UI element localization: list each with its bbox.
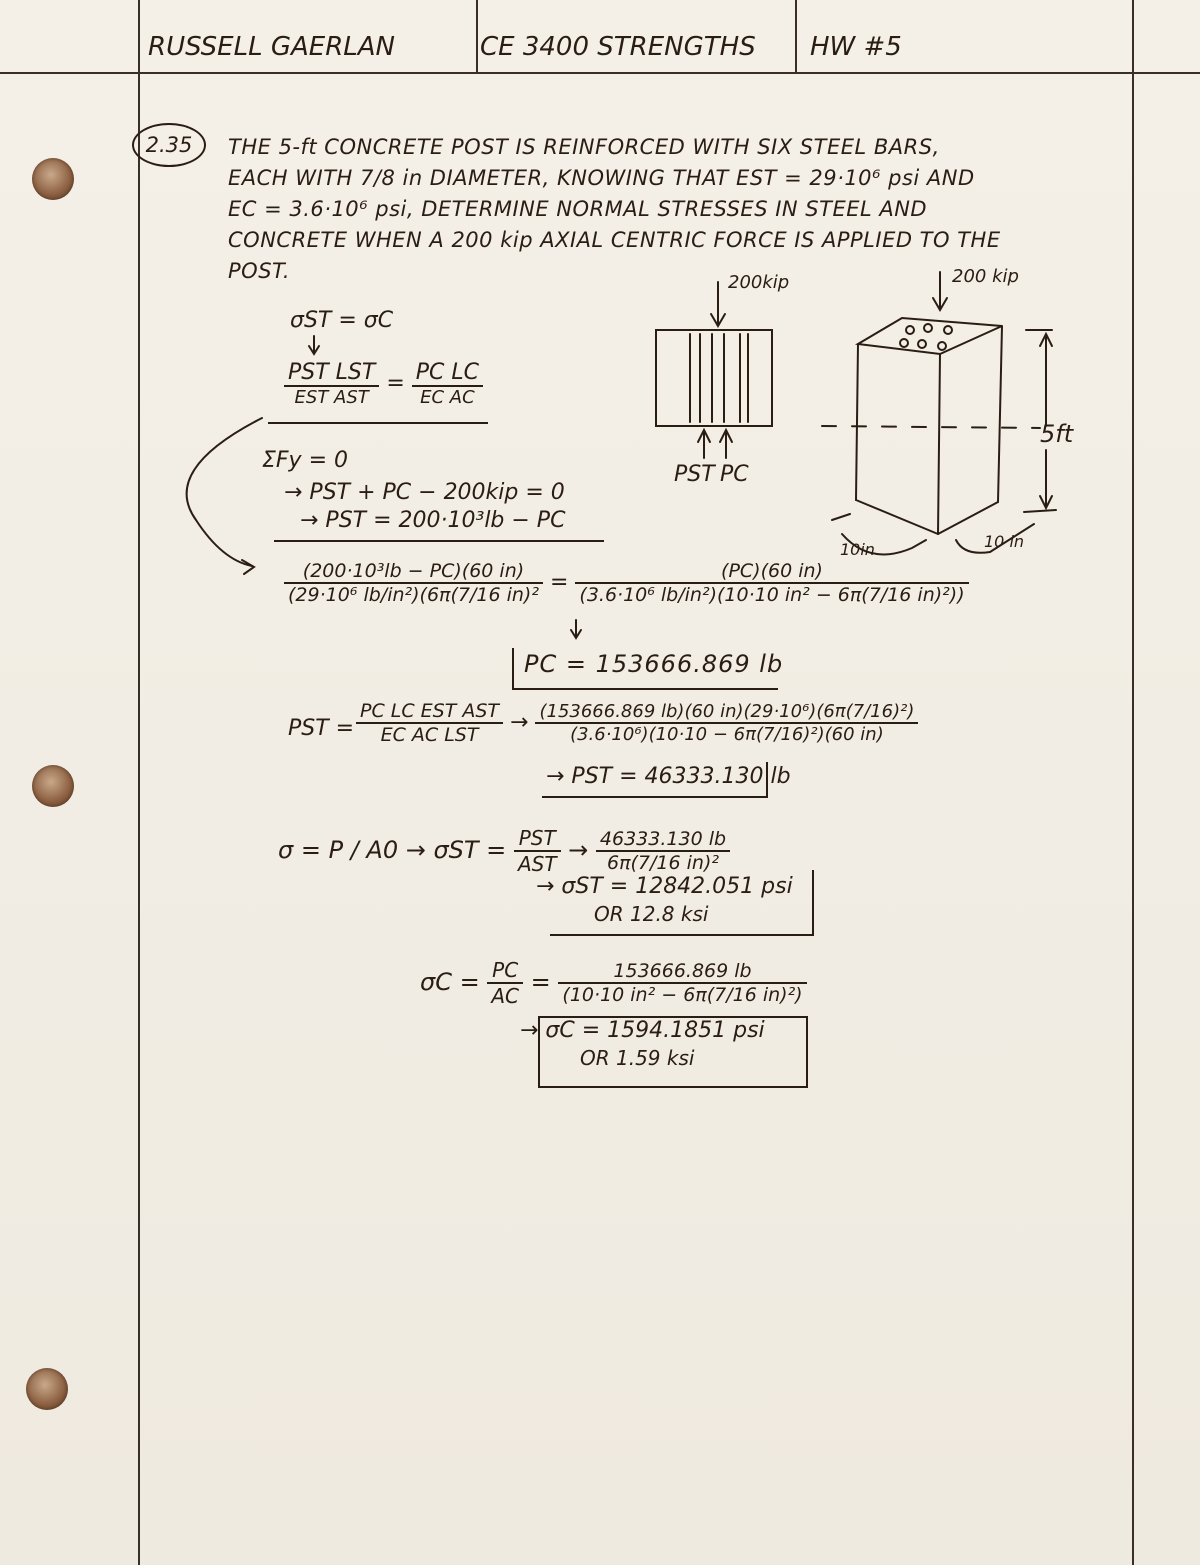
steel-formula-numerator: PC LC EST AST bbox=[356, 700, 503, 724]
load-label-right: 200 kip bbox=[952, 266, 1019, 287]
ratio-right-denominator: EC AC bbox=[420, 387, 475, 408]
sigma-steel-ksi: OR 12.8 ksi bbox=[594, 902, 709, 926]
ratio-right-numerator: PC LC bbox=[412, 360, 483, 387]
reaction-steel-label: PST bbox=[674, 462, 715, 487]
sigma-c-sub-numerator: 153666.869 lb bbox=[558, 960, 806, 984]
steel-force-formula: $\frac{\text{PC LC EST AST}}{\text{EC AC LST}}$ → $\frac{\text{(153666.869 lb)(60 in)(29·10⁶)(6π(7/16)²)}}{\text{(3.6·10⁶)(10·10 − 6π(7/16)²)(60 in)}}$ bbox=[356, 700, 918, 746]
sub-left-numerator: (200·10³lb − PC)(60 in) bbox=[284, 560, 543, 584]
post-top-face bbox=[858, 318, 1002, 354]
compatibility-equation: σST = σC bbox=[290, 308, 394, 333]
steel-force-result: → PST = 46333.130 lb bbox=[546, 764, 791, 789]
problem-line: EACH WITH 7/8 in DIAMETER, KNOWING THAT EST = 29·10⁶ psi AND bbox=[228, 166, 975, 190]
sigma-steel-result: → σST = 12842.051 psi bbox=[536, 874, 793, 899]
problem-line: CONCRETE WHEN A 200 kip AXIAL CENTRIC FORCE IS APPLIED TO THE bbox=[228, 228, 1001, 252]
strain-ratio-equation: $\frac{\text{PST LST}}{\text{EST AST}}$ = $\frac{\text{PC LC}}{\text{EC AC}}$ bbox=[284, 360, 483, 408]
steel-force-result-box bbox=[542, 762, 768, 798]
sigma-c-sub-denominator: (10·10 in² − 6π(7/16 in)²) bbox=[562, 984, 803, 1006]
student-name: RUSSELL GAERLAN bbox=[148, 32, 395, 62]
sub-right-numerator: (PC)(60 in) bbox=[575, 560, 968, 584]
steel-force-label: PST = bbox=[288, 716, 355, 741]
sub-right-denominator: (3.6·10⁶ lb/in²)(10·10 in² − 6π(7/16 in)²)) bbox=[579, 584, 965, 606]
sigma-st-fraction-numerator: PST bbox=[514, 826, 561, 852]
sigma-concrete-result: → σC = 1594.1851 psi bbox=[520, 1018, 765, 1043]
problem-number: 2.35 bbox=[132, 123, 206, 167]
steel-formula-denominator: EC AC LST bbox=[380, 724, 479, 746]
reaction-concrete-label: PC bbox=[720, 462, 749, 487]
sigma-st-sub-numerator: 46333.130 lb bbox=[596, 828, 730, 852]
problem-line: EC = 3.6·10⁶ psi, DETERMINE NORMAL STRESSES IN STEEL AND bbox=[228, 197, 928, 221]
stress-definition-text: σ = P / A0 → σST = bbox=[278, 836, 507, 864]
sigma-st-sub-denominator: 6π(7/16 in)² bbox=[606, 852, 719, 874]
sigma-c-fraction-denominator: AC bbox=[491, 984, 520, 1008]
ratio-left-denominator: EST AST bbox=[294, 387, 369, 408]
problem-line: THE 5-ft CONCRETE POST IS REINFORCED WITH SIX STEEL BARS, bbox=[228, 135, 940, 159]
steel-force-expression: → PST = 200·10³lb − PC bbox=[300, 508, 566, 533]
sub-left-denominator: (29·10⁶ lb/in²)(6π(7/16 in)² bbox=[288, 584, 539, 606]
course-name: CE 3400 STRENGTHS bbox=[480, 32, 756, 62]
sigma-concrete-ksi: OR 1.59 ksi bbox=[580, 1046, 695, 1070]
load-label-left: 200kip bbox=[728, 272, 790, 293]
sigma-concrete-label: σC = bbox=[420, 968, 480, 996]
concrete-force-result: PC = 153666.869 lb bbox=[524, 650, 784, 678]
ratio-underline bbox=[268, 422, 488, 424]
ratio-left-numerator: PST LST bbox=[284, 360, 379, 387]
stress-definition: σ = P / A0 → σST = $\frac{\text{PST}}{\text{AST}}$ → $\frac{46333.130 lb}{\text{6π(7/16 in)²}}$ bbox=[278, 826, 730, 876]
problem-line: POST. bbox=[228, 259, 291, 283]
steel-substitution-numerator: (153666.869 lb)(60 in)(29·10⁶)(6π(7/16)²) bbox=[535, 701, 918, 724]
concrete-force-result-box bbox=[512, 648, 778, 690]
steel-substitution-denominator: (3.6·10⁶)(10·10 − 6π(7/16)²)(60 in) bbox=[570, 724, 884, 745]
equilibrium-underline bbox=[274, 540, 604, 542]
equilibrium-equation: → PST + PC − 200kip = 0 bbox=[284, 480, 565, 505]
post-section-rect bbox=[656, 330, 772, 426]
substitution-equation: $\frac{\text{(200·10³lb − PC)(60 in)}}{\text{(29·10⁶ lb/in²)(6π(7/16 in)²}}$ = $\frac{(PC)(60 in)}{\text{(3.6·10⁶ lb/in²)(10·10 in² − 6π(7/16 in)²))}}$ bbox=[284, 560, 969, 606]
sigma-c-fraction-numerator: PC bbox=[487, 958, 523, 984]
sigma-concrete-equation: σC = $\frac{PC}{AC}$ = $\frac{153666.869 lb}{\text{(10·10 in² − 6π(7/16 in)²)}}$ bbox=[420, 958, 807, 1008]
height-dimension-label: 5ft bbox=[1040, 420, 1074, 448]
width-dimension-label-b: 10 in bbox=[984, 532, 1025, 551]
sum-forces-label: ΣFy = 0 bbox=[262, 448, 348, 473]
sigma-st-fraction-denominator: AST bbox=[517, 852, 557, 876]
width-dimension-label-a: 10in bbox=[840, 540, 875, 559]
assignment-title: HW #5 bbox=[810, 32, 902, 62]
